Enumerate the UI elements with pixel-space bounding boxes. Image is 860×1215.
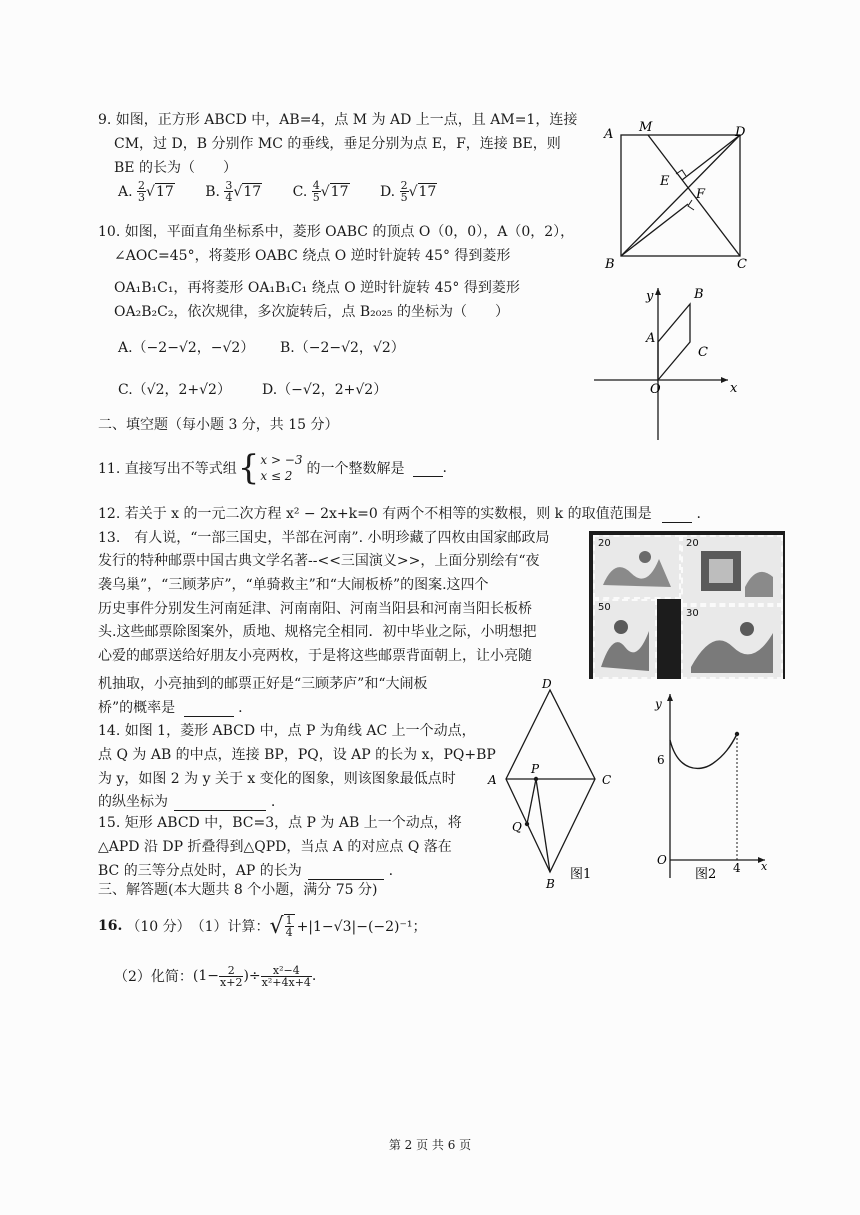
q10-label-o: O (650, 382, 661, 397)
stamp-3-value: 50 (598, 602, 611, 613)
q14-line-1: 14. 如图 1，菱形 ABCD 中，点 P 为角线 AC 上一个动点， (98, 723, 476, 739)
q14-label-p: P (531, 762, 540, 776)
q10-line-3: OA₁B₁C₁，再将菱形 OA₁B₁C₁ 绕点 O 逆时针旋转 45° 得到菱形 (114, 280, 520, 296)
q12 (98, 506, 701, 523)
q13-line-5: 头.这些邮票除图案外，质地、规格完全相同．初中毕业之际，小明想把 (98, 624, 537, 640)
q12-answer-blank[interactable] (662, 506, 692, 523)
q16-label: 16. (98, 918, 123, 934)
q16-points: （10 分） (126, 919, 191, 935)
q14-fig2-label-o: O (657, 853, 667, 867)
q14-line-2: 点 Q 为 AB 的中点，连接 BP，PQ，设 AP 的长为 x，PQ+BP (98, 747, 496, 763)
q9-line-3: BE 的长为（ ） (114, 160, 237, 176)
stamp-3 (593, 599, 657, 679)
q10-label-c: C (698, 345, 708, 360)
q9-option-a: A. $\frac{2}{3}$ √17 (118, 179, 174, 204)
q10-label-a: A (646, 331, 656, 346)
page-footer: 第 2 页 共 6 页 (388, 1138, 472, 1152)
q14-fig2-label-y: y (655, 697, 662, 711)
q13-line-2: 发行的特种邮票中国古典文学名著--<<三国演义>>，上面分别绘有“夜 (98, 553, 540, 569)
stamp-2-value: 20 (686, 538, 699, 549)
q10-label-b: B (694, 287, 704, 302)
q12-end: . (696, 506, 701, 522)
q9-label-m: M (639, 120, 653, 135)
q14-fig2-label-6: 6 (657, 753, 665, 767)
q11-inequality-2: x ≤ 2 (260, 469, 293, 483)
q10-label-x: x (730, 381, 738, 396)
section-2-heading: 二、填空题（每小题 3 分，共 15 分） (98, 417, 339, 433)
q13-line-8: 桥”的概率是 . (98, 700, 243, 716)
q11-brace: { (237, 448, 260, 488)
q9-label-c: C (737, 257, 747, 272)
q10-option-c: C.（√2，2+√2） (118, 382, 231, 398)
q14-fig2-label-x: x (761, 860, 768, 873)
q15-line-1: 15. 矩形 ABCD 中，BC=3，点 P 为 AB 上一个动点，将 (98, 815, 462, 831)
stamp-1-value: 20 (598, 538, 611, 549)
q12-text: 12. 若关于 x 的一元二次方程 x² − 2x+k=0 有两个不相等的实数根，则 k 的取值范围是 (98, 506, 652, 522)
q14-fig2-caption: 图2 (695, 867, 717, 882)
q13-answer-blank[interactable] (184, 700, 234, 717)
q11-end: . (442, 460, 447, 476)
stamp-1 (593, 535, 681, 599)
q14-answer-blank[interactable] (174, 794, 266, 811)
stamp-4 (681, 605, 783, 679)
q14-line-4: 的纵坐标为 . (98, 794, 276, 810)
q11 (98, 448, 447, 488)
q9-option-c: C. $\frac{4}{5}$ √17 (292, 179, 349, 204)
stamp-2 (681, 535, 783, 605)
q14-figure-2 (645, 688, 775, 884)
q13-line-4: 历史事件分别发生河南延津、河南南阳、河南当阳县和河南当阳长板桥 (98, 601, 532, 617)
q10-line-1: 10. 如图，平面直角坐标系中，菱形 OABC 的顶点 O（0，0），A（0，2）， (98, 224, 575, 240)
q16-part-1: 16. （10 分） （1）计算： √ $\frac{1}{4}$ +|1−√3|−(−2)⁻¹； (98, 913, 427, 939)
section-3-heading: 三、解答题(本大题共 8 个小题，满分 75 分) (98, 882, 378, 898)
q10-rhombus-figure (590, 280, 750, 442)
q14-label-b: B (546, 877, 555, 890)
q9-option-d: D. $\frac{2}{5}$ √17 (379, 179, 437, 204)
q9-option-b: B. $\frac{3}{4}$ √17 (205, 179, 262, 204)
q14-figure-1 (484, 678, 624, 890)
q11-inequality-1: x > −3 (260, 452, 303, 467)
q16-part-2: （2）化简： (1− $\frac{2}{x+2}$ )÷ $\frac{\text{x²−4}}{\text{x²+4x+4}}$ . (114, 963, 317, 989)
q16-fraction-1: $\frac{2}{x+2}$ (220, 963, 243, 989)
q16-part2-label: （2）化简： (114, 969, 193, 985)
stamp-block (589, 531, 785, 679)
q15-answer-blank[interactable] (308, 863, 384, 880)
q9-label-b: B (605, 257, 615, 272)
q9-label-d: D (735, 125, 746, 140)
q10-line-4: OA₂B₂C₂，依次规律，多次旋转后，点 B₂₀₂₅ 的坐标为（ ） (114, 304, 510, 320)
q10-line-2: ∠AOC=45°，将菱形 OABC 绕点 O 逆时针旋转 45° 得到菱形 (114, 248, 511, 264)
q9-label-e: E (660, 174, 670, 189)
q16-part1-label: （1）计算： (190, 919, 270, 935)
q13-line-1: 13. 有人说，“一部三国史，半部在河南”. 小明珍藏了四枚由国家邮政局 (98, 530, 550, 546)
q14-label-c: C (602, 773, 612, 787)
q9-line-2: CM，过 D，B 分别作 MC 的垂线，垂足分别为点 E，F，连接 BE，则 (114, 136, 561, 152)
q13-line-3: 袭乌巢”，“三顾茅庐”，“单骑救主”和“大闹板桥”的图案.这四个 (98, 577, 489, 593)
q14-line-3: 为 y，如图 2 为 y 关于 x 变化的图象，则该图象最低点时 (98, 771, 456, 787)
q16-root-fraction: $\frac{1}{4}$ (285, 914, 293, 939)
q13-line-7: 机抽取，小亮抽到的邮票正好是“三顾茅庐”和“大闹板 (98, 676, 428, 692)
q15-line-2: △APD 沿 DP 折叠得到△QPD，当点 A 的对应点 Q 落在 (98, 839, 452, 855)
stamp-4-value: 30 (686, 608, 699, 619)
q16-fraction-2: $\frac{\text{x²−4}}{\text{x²+4x+4}}$ (261, 963, 311, 989)
q16-part1-rest: +|1−√3|−(−2)⁻¹； (296, 919, 427, 935)
q14-label-a: A (488, 773, 497, 787)
q9-label-f: F (696, 187, 706, 202)
q11-prefix: 11. 直接写出不等式组 (98, 461, 237, 477)
q10-label-y: y (646, 289, 654, 304)
q14-label-d: D (542, 678, 552, 691)
q15-line-3: BC 的三等分点处时，AP 的长为 . (98, 863, 394, 879)
q9-line-1: 9. 如图，正方形 ABCD 中，AB=4，点 M 为 AD 上一点，且 AM=1，连接 (98, 112, 578, 128)
q11-suffix: 的一个整数解是 (306, 461, 405, 477)
q10-option-d: D.（−√2，2+√2） (262, 382, 388, 398)
q10-option-b: B.（−2−√2，√2） (280, 340, 405, 356)
q9-options (118, 180, 437, 203)
q14-label-q: Q (512, 820, 522, 834)
q14-fig1-caption: 图1 (570, 867, 592, 882)
q10-option-a: A.（−2−√2，−√2） (118, 340, 255, 356)
q9-label-a: A (604, 127, 614, 142)
q11-answer-blank[interactable] (413, 460, 443, 477)
q9-square-figure (598, 118, 758, 273)
q14-fig2-label-4: 4 (733, 861, 741, 875)
q13-line-6: 心爱的邮票送给好朋友小亮两枚，于是将这些邮票背面朝上，让小亮随 (98, 648, 532, 664)
